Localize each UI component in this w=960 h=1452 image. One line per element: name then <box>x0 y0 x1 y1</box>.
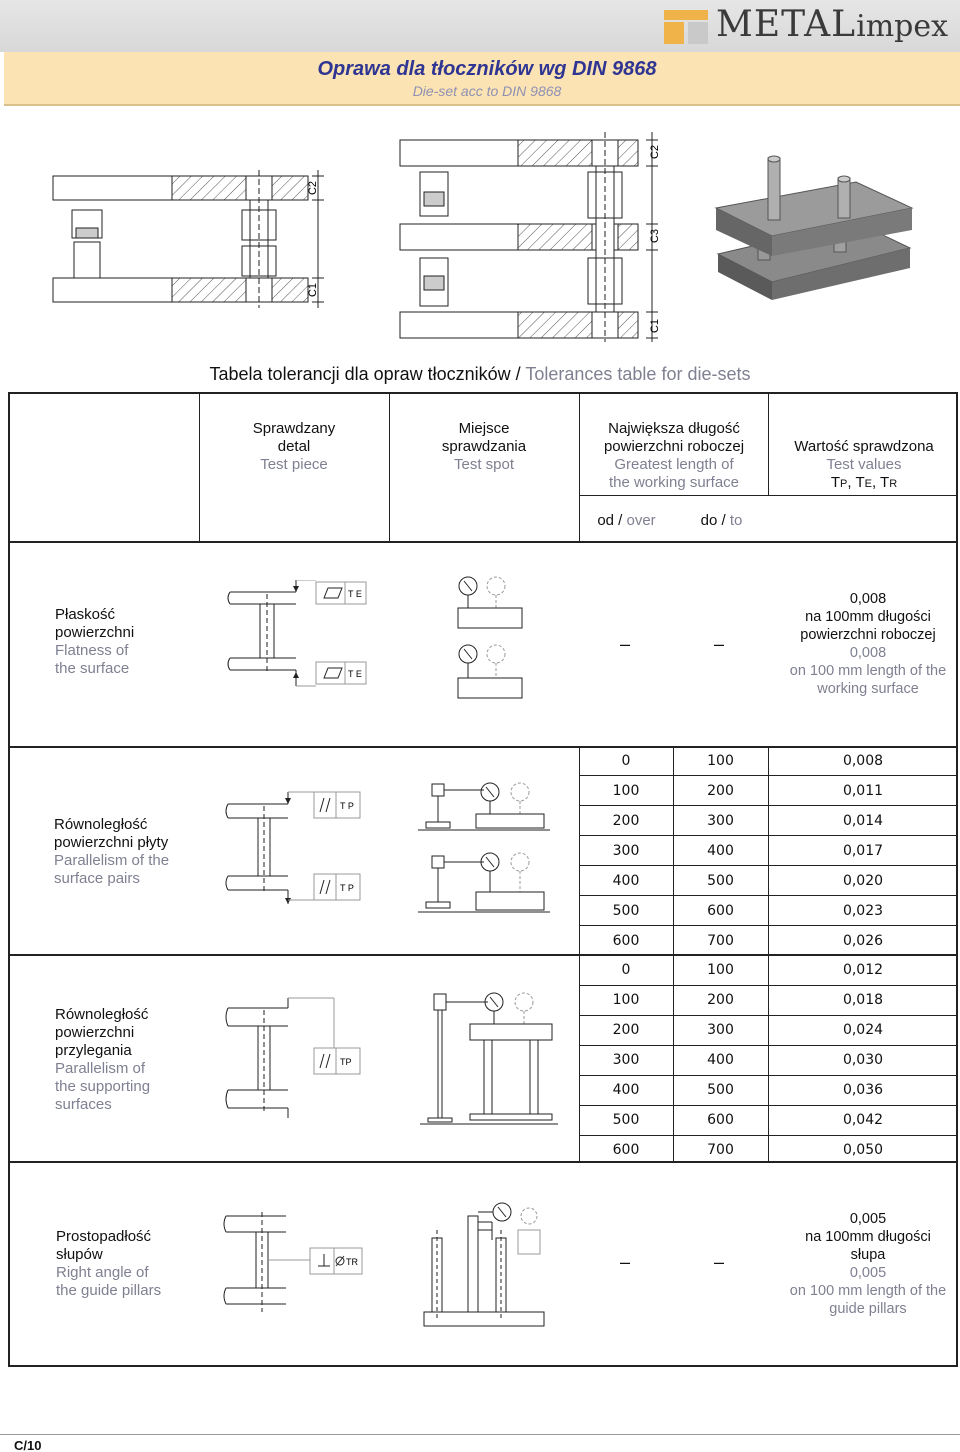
flatness-test-piece-diagram <box>224 580 374 692</box>
table-cell: 500 <box>707 1082 734 1098</box>
table-cell: 600 <box>707 903 734 919</box>
parallelism-plate-test-spot-diagram <box>410 776 560 926</box>
table-cell: 300 <box>612 1052 640 1068</box>
header-test-values: Wartość sprawdzona Test values TP, TE, TR <box>769 438 959 493</box>
table-cell: 400 <box>612 1082 640 1098</box>
svg-text:C1: C1 <box>649 318 661 334</box>
table-cell: 200 <box>612 813 640 829</box>
table-cell: 0 <box>621 753 631 769</box>
svg-text:C2: C2 <box>649 144 661 160</box>
table-cell: 0 <box>621 962 631 978</box>
table-cell: 600 <box>612 933 640 949</box>
company-logo <box>664 2 954 50</box>
header-greatest-length: Największa długość powierzchni roboczej Greatest length of the working surface <box>603 420 745 491</box>
die-set-photo <box>706 150 916 310</box>
svg-text:C1: C1 <box>307 282 319 298</box>
perpendicularity-test-piece-diagram <box>222 1208 372 1318</box>
table-cell: 0,042 <box>842 1112 884 1128</box>
page-subtitle: Die-set acc to DIN 9868 <box>412 83 562 99</box>
table-cell: 0,023 <box>842 903 884 919</box>
table-cell: 400 <box>707 1052 734 1068</box>
svg-text:T P: T P <box>340 883 354 893</box>
table-cell: 0,014 <box>842 813 884 829</box>
flatness-note: 0,008 na 100mm długości powierzchni roboczej 0,008 on 100 mm length of the working surface <box>789 591 947 697</box>
die-set-two-plate-drawing <box>50 170 330 310</box>
table-cell: 100 <box>707 753 734 769</box>
parallelism-support-test-spot-diagram <box>414 984 564 1134</box>
table-cell: 200 <box>707 783 734 799</box>
footer-rule <box>0 1434 960 1435</box>
parallelism-support-test-piece-diagram <box>222 994 372 1124</box>
table-cell: 400 <box>612 873 640 889</box>
table-cell: 700 <box>707 933 734 949</box>
table-cell: 600 <box>612 1142 640 1158</box>
header-test-spot: Miejsce sprawdzania Test spot <box>441 420 527 473</box>
table-cell: 300 <box>707 1022 734 1038</box>
svg-text:C2: C2 <box>307 180 319 196</box>
svg-text:TP: TP <box>340 1057 352 1067</box>
page-title: Oprawa dla tłoczników wg DIN 9868 <box>317 58 657 80</box>
header-to: do / to <box>700 512 743 529</box>
table-cell: 0,024 <box>842 1022 884 1038</box>
table-cell: 0,020 <box>842 873 884 889</box>
table-cell: 200 <box>707 992 734 1008</box>
header-test-piece: Sprawdzany detal Test piece <box>252 420 336 473</box>
table-cell: 0,008 <box>842 753 884 769</box>
svg-text:C3: C3 <box>649 228 661 244</box>
table-cell: 100 <box>612 783 640 799</box>
die-set-three-plate-drawing <box>396 132 668 342</box>
svg-text:T P: T P <box>340 801 354 811</box>
title-band <box>4 52 960 106</box>
table-cell: 0,030 <box>842 1052 884 1068</box>
table-cell: 0,036 <box>842 1082 884 1098</box>
svg-text:T E: T E <box>348 669 362 679</box>
test-value-symbols: TP, TE, TR <box>830 474 898 491</box>
tolerance-table <box>8 392 958 1367</box>
svg-text:TR: TR <box>346 1257 358 1267</box>
table-title: Tabela tolerancji dla opraw tłoczników / Tolerances table for die-sets <box>209 364 751 384</box>
table-cell: 500 <box>612 1112 640 1128</box>
parallelism-plate-test-piece-diagram <box>222 790 372 910</box>
table-cell: 200 <box>612 1022 640 1038</box>
perpendicularity-to: – <box>714 1252 725 1272</box>
table-cell: 700 <box>707 1142 734 1158</box>
perpendicularity-test-spot-diagram <box>414 1200 564 1330</box>
page-number: C/10 <box>14 1438 42 1452</box>
row-label-perpendicularity: Prostopadłość słupów Right angle of the guide pillars <box>56 1228 162 1299</box>
table-cell: 0,050 <box>842 1142 884 1158</box>
table-cell: 0,026 <box>842 933 884 949</box>
flatness-test-spot-diagram <box>440 570 540 710</box>
logo-mark-icon <box>664 10 708 44</box>
table-cell: 500 <box>612 903 640 919</box>
table-cell: 0,018 <box>842 992 884 1008</box>
table-cell: 500 <box>707 873 734 889</box>
table-cell: 0,012 <box>842 962 884 978</box>
table-cell: 300 <box>612 843 640 859</box>
svg-text:T E: T E <box>348 589 362 599</box>
table-cell: 600 <box>707 1112 734 1128</box>
table-cell: 100 <box>707 962 734 978</box>
flatness-to: – <box>714 634 725 654</box>
table-cell: 400 <box>707 843 734 859</box>
logo-text: METALimpex <box>716 4 949 45</box>
perpendicularity-over: – <box>620 1252 631 1272</box>
header-over: od / over <box>597 512 656 529</box>
perpendicularity-note: 0,005 na 100mm długości słupa 0,005 on 100 mm length of the guide pillars <box>789 1211 947 1317</box>
table-cell: 300 <box>707 813 734 829</box>
table-cell: 100 <box>612 992 640 1008</box>
row-label-parallelism-support: Równoległość powierzchni przylegania Parallelism of the supporting surfaces <box>55 1006 151 1113</box>
row-label-flatness: Płaskość powierzchni Flatness of the surface <box>55 606 135 677</box>
table-cell: 0,011 <box>842 783 884 799</box>
flatness-over: – <box>620 634 631 654</box>
row-label-parallelism-plate: Równoległość powierzchni płyty Parallelism of the surface pairs <box>54 816 170 887</box>
table-cell: 0,017 <box>842 843 884 859</box>
